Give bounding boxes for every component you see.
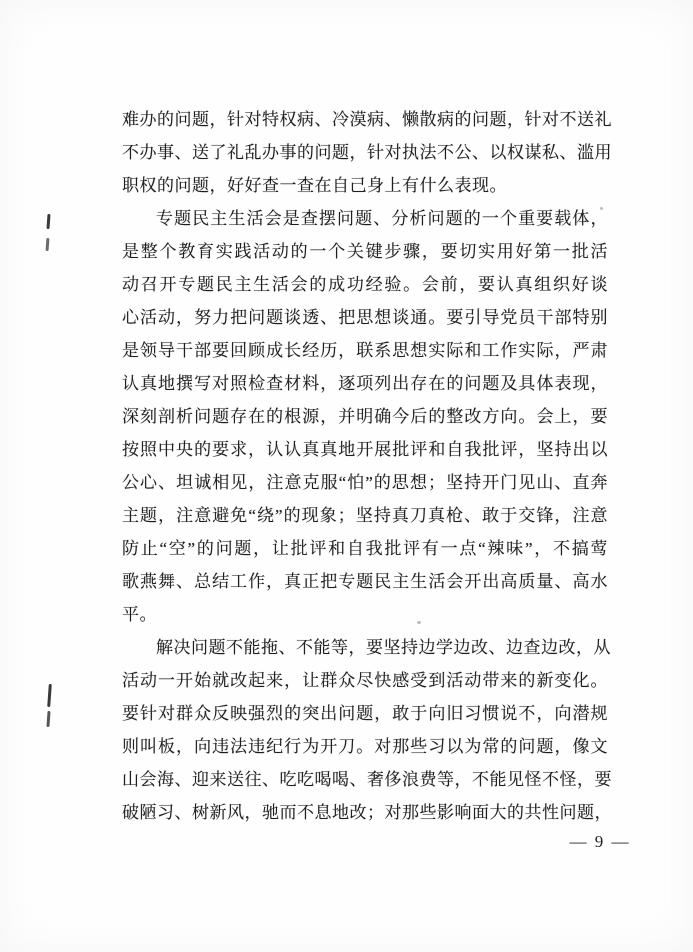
scan-speck <box>600 207 603 210</box>
text-line: 平。 <box>122 605 157 624</box>
text-line: 动召开专题民主生活会的成功经验。会前，要认真组织好谈 <box>122 275 608 294</box>
text-line: 认真地撰写对照检查材料，逐项列出存在的问题及具体表现， <box>122 374 608 393</box>
text-line: 公心、坦诚相见，注意克服“怕”的思想；坚持开门见山、直奔 <box>122 473 608 492</box>
text-line: 按照中央的要求，认认真真地开展批评和自我批评，坚持出以 <box>122 440 608 459</box>
scan-speck <box>417 621 421 624</box>
text-line: 职权的问题，好好查一查在自己身上有什么表现。 <box>122 176 507 195</box>
binding-mark <box>46 214 50 229</box>
text-line: 是整个教育实践活动的一个关键步骤，要切实用好第一批活 <box>122 242 608 261</box>
binding-mark <box>47 684 52 707</box>
body-text <box>122 103 612 829</box>
text-line: 防止“空”的问题，让批评和自我批评有一点“辣味”，不搞莺 <box>122 539 608 558</box>
text-line: 是领导干部要回顾成长经历，联系思想实际和工作实际，严肃 <box>122 341 608 360</box>
text-line: 要针对群众反映强烈的突出问题，敢于向旧习惯说不，向潜规 <box>122 704 608 723</box>
text-line: 解决问题不能拖、不能等，要坚持边学边改、边查边改，从 <box>156 638 611 657</box>
text-line: 破陋习、树新风，驰而不息地改；对那些影响面大的共性问题， <box>122 803 612 822</box>
text-line: 主题，注意避免“绕”的现象；坚持真刀真枪、敢于交锋，注意 <box>122 506 608 525</box>
text-line: 山会海、迎来送往、吃吃喝喝、奢侈浪费等，不能见怪不怪，要 <box>122 770 612 789</box>
text-line: 难办的问题，针对特权病、冷漠病、懒散病的问题，针对不送礼 <box>122 110 612 129</box>
text-line: 则叫板，向违法违纪行为开刀。对那些习以为常的问题，像文 <box>122 737 608 756</box>
text-line: 歌燕舞、总结工作，真正把专题民主生活会开出高质量、高水 <box>122 572 608 591</box>
text-line: 深刻剖析问题存在的根源，并明确今后的整改方向。会上，要 <box>122 407 608 426</box>
text-line: 心活动，努力把问题谈透、把思想谈通。要引导党员干部特别 <box>122 308 608 327</box>
text-line: 不办事、送了礼乱办事的问题，针对执法不公、以权谋私、滥用 <box>122 143 612 162</box>
binding-mark <box>46 238 50 251</box>
binding-mark <box>46 711 50 727</box>
text-line: 专题民主生活会是查摆问题、分析问题的一个重要载体， <box>156 209 608 228</box>
text-line: 活动一开始就改起来，让群众尽快感受到活动带来的新变化。 <box>122 671 608 690</box>
page-number: — 9 — <box>569 832 631 851</box>
